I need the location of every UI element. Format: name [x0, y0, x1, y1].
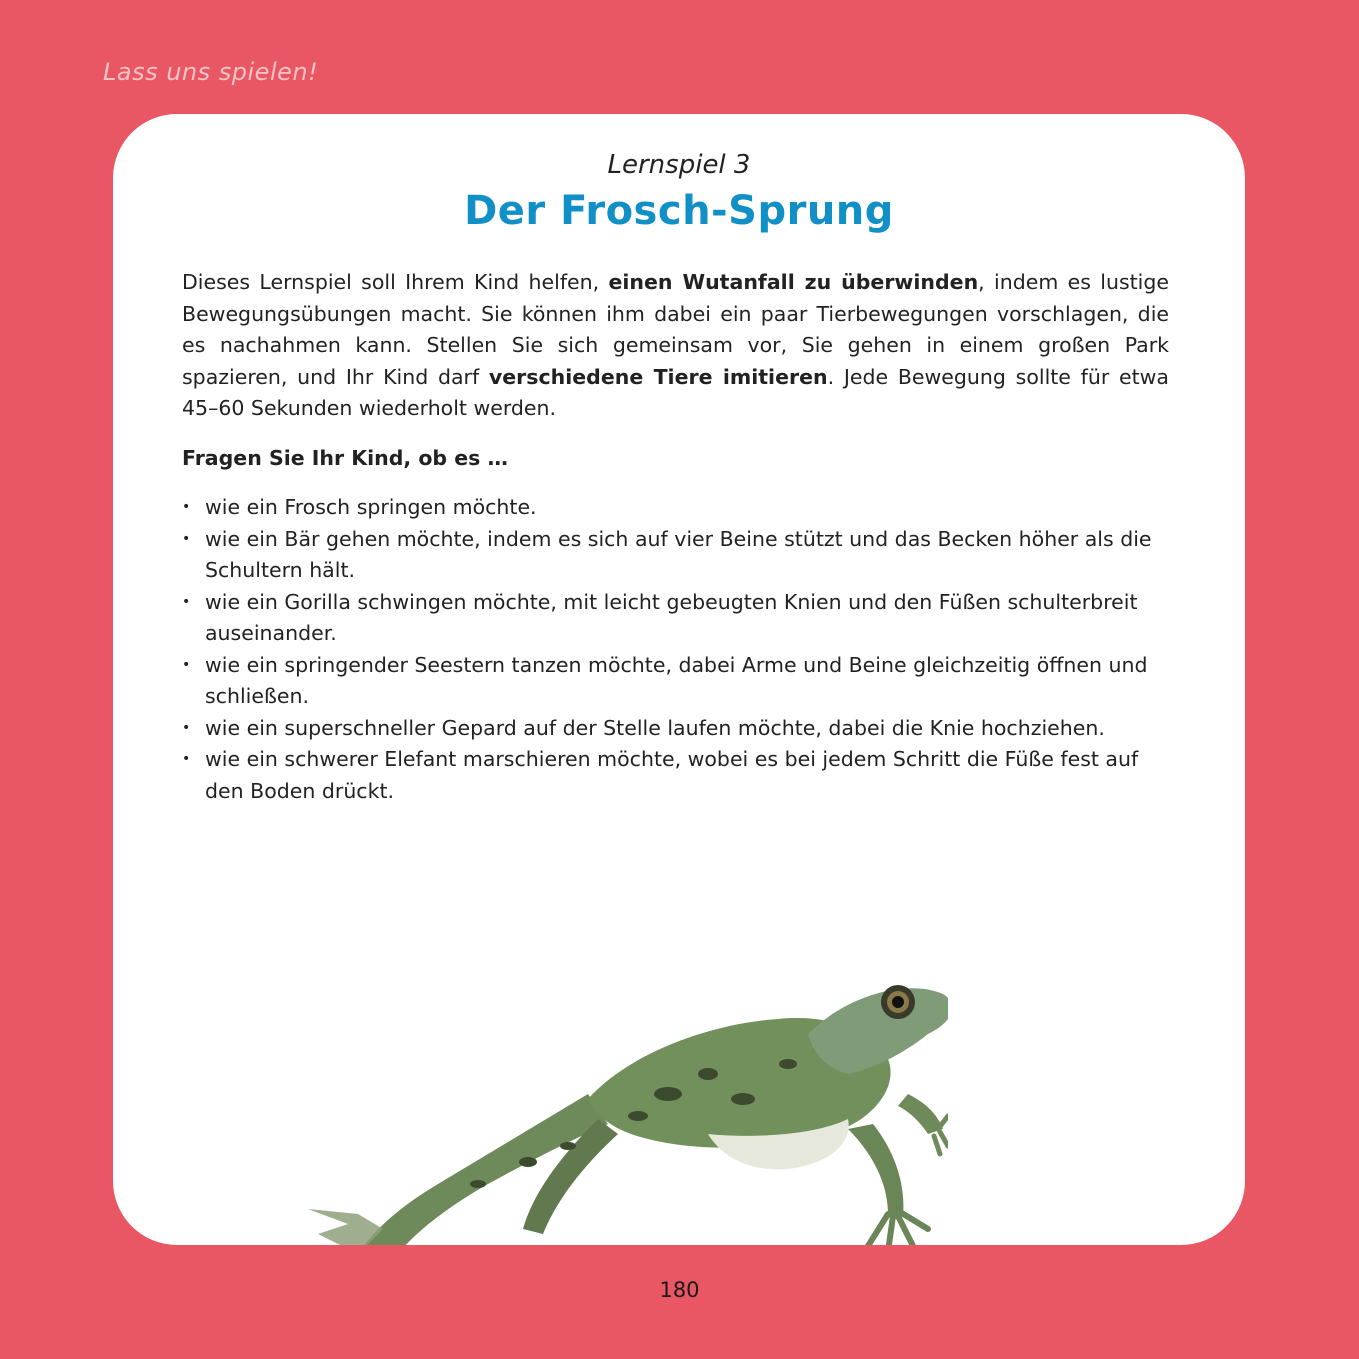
list-item	[182, 492, 1182, 524]
bullet-icon: •	[182, 530, 191, 547]
bullet-icon: •	[182, 499, 191, 515]
intro-emphasis: einen Wutanfall zu überwinden	[608, 270, 979, 294]
list-item	[182, 587, 1182, 650]
activity-list	[182, 492, 1182, 807]
list-item	[182, 744, 1182, 807]
list-item-text: wie ein Gorilla schwingen möchte, mit leicht gebeugten Knien und den Füßen schulterbreit auseinander.	[205, 589, 1138, 645]
list-item	[182, 713, 1182, 745]
list-item	[182, 650, 1182, 713]
list-item-text: wie ein superschneller Gepard auf der Stelle laufen möchte, dabei die Knie hochziehen.	[205, 715, 1105, 740]
page-number: 180	[659, 1278, 700, 1302]
frog-illustration	[288, 884, 948, 1245]
list-item-text: wie ein springender Seestern tanzen möchte, dabei Arme und Beine gleichzeitig öffnen und schließen.	[205, 652, 1148, 708]
intro-text: , indem es lustige Bewegungsübungen macht. Sie können ihm dabei ein paar Tierbewegungen vorschlagen, die es nachahmen kann. Stellen Sie sich gemeinsam vor, Sie gehen in einem großen Park spazieren, und Ihr Kind darf	[182, 270, 1169, 389]
list-item-text: wie ein schwerer Elefant marschieren möchte, wobei es bei jedem Schritt die Füße fest auf den Boden drückt.	[205, 747, 1139, 803]
list-item	[182, 524, 1182, 587]
bullet-icon: •	[182, 593, 191, 610]
intro-paragraph	[182, 267, 1169, 425]
bullet-icon: •	[182, 751, 191, 767]
bullet-icon: •	[182, 719, 191, 736]
bullet-icon: •	[182, 656, 191, 673]
list-item-text: wie ein Bär gehen möchte, indem es sich auf vier Beine stützt und das Becken höher als die Schultern hält.	[205, 526, 1152, 582]
content-card	[113, 114, 1245, 1245]
intro-text: . Jede Bewegung sollte für etwa 45–60 Sekunden wiederholt werden.	[182, 364, 1169, 420]
intro-text: Dieses Lernspiel soll Ihrem Kind helfen,	[182, 270, 609, 294]
section-label: Lass uns spielen!	[103, 58, 319, 86]
list-item-text: wie ein Frosch springen möchte.	[205, 495, 537, 519]
question-heading: Fragen Sie Ihr Kind, ob es …	[182, 446, 508, 470]
intro-emphasis: verschiedene Tiere imitieren	[488, 364, 828, 389]
page-title: Der Frosch-Sprung	[464, 188, 894, 234]
game-number: Lernspiel 3	[607, 150, 751, 180]
